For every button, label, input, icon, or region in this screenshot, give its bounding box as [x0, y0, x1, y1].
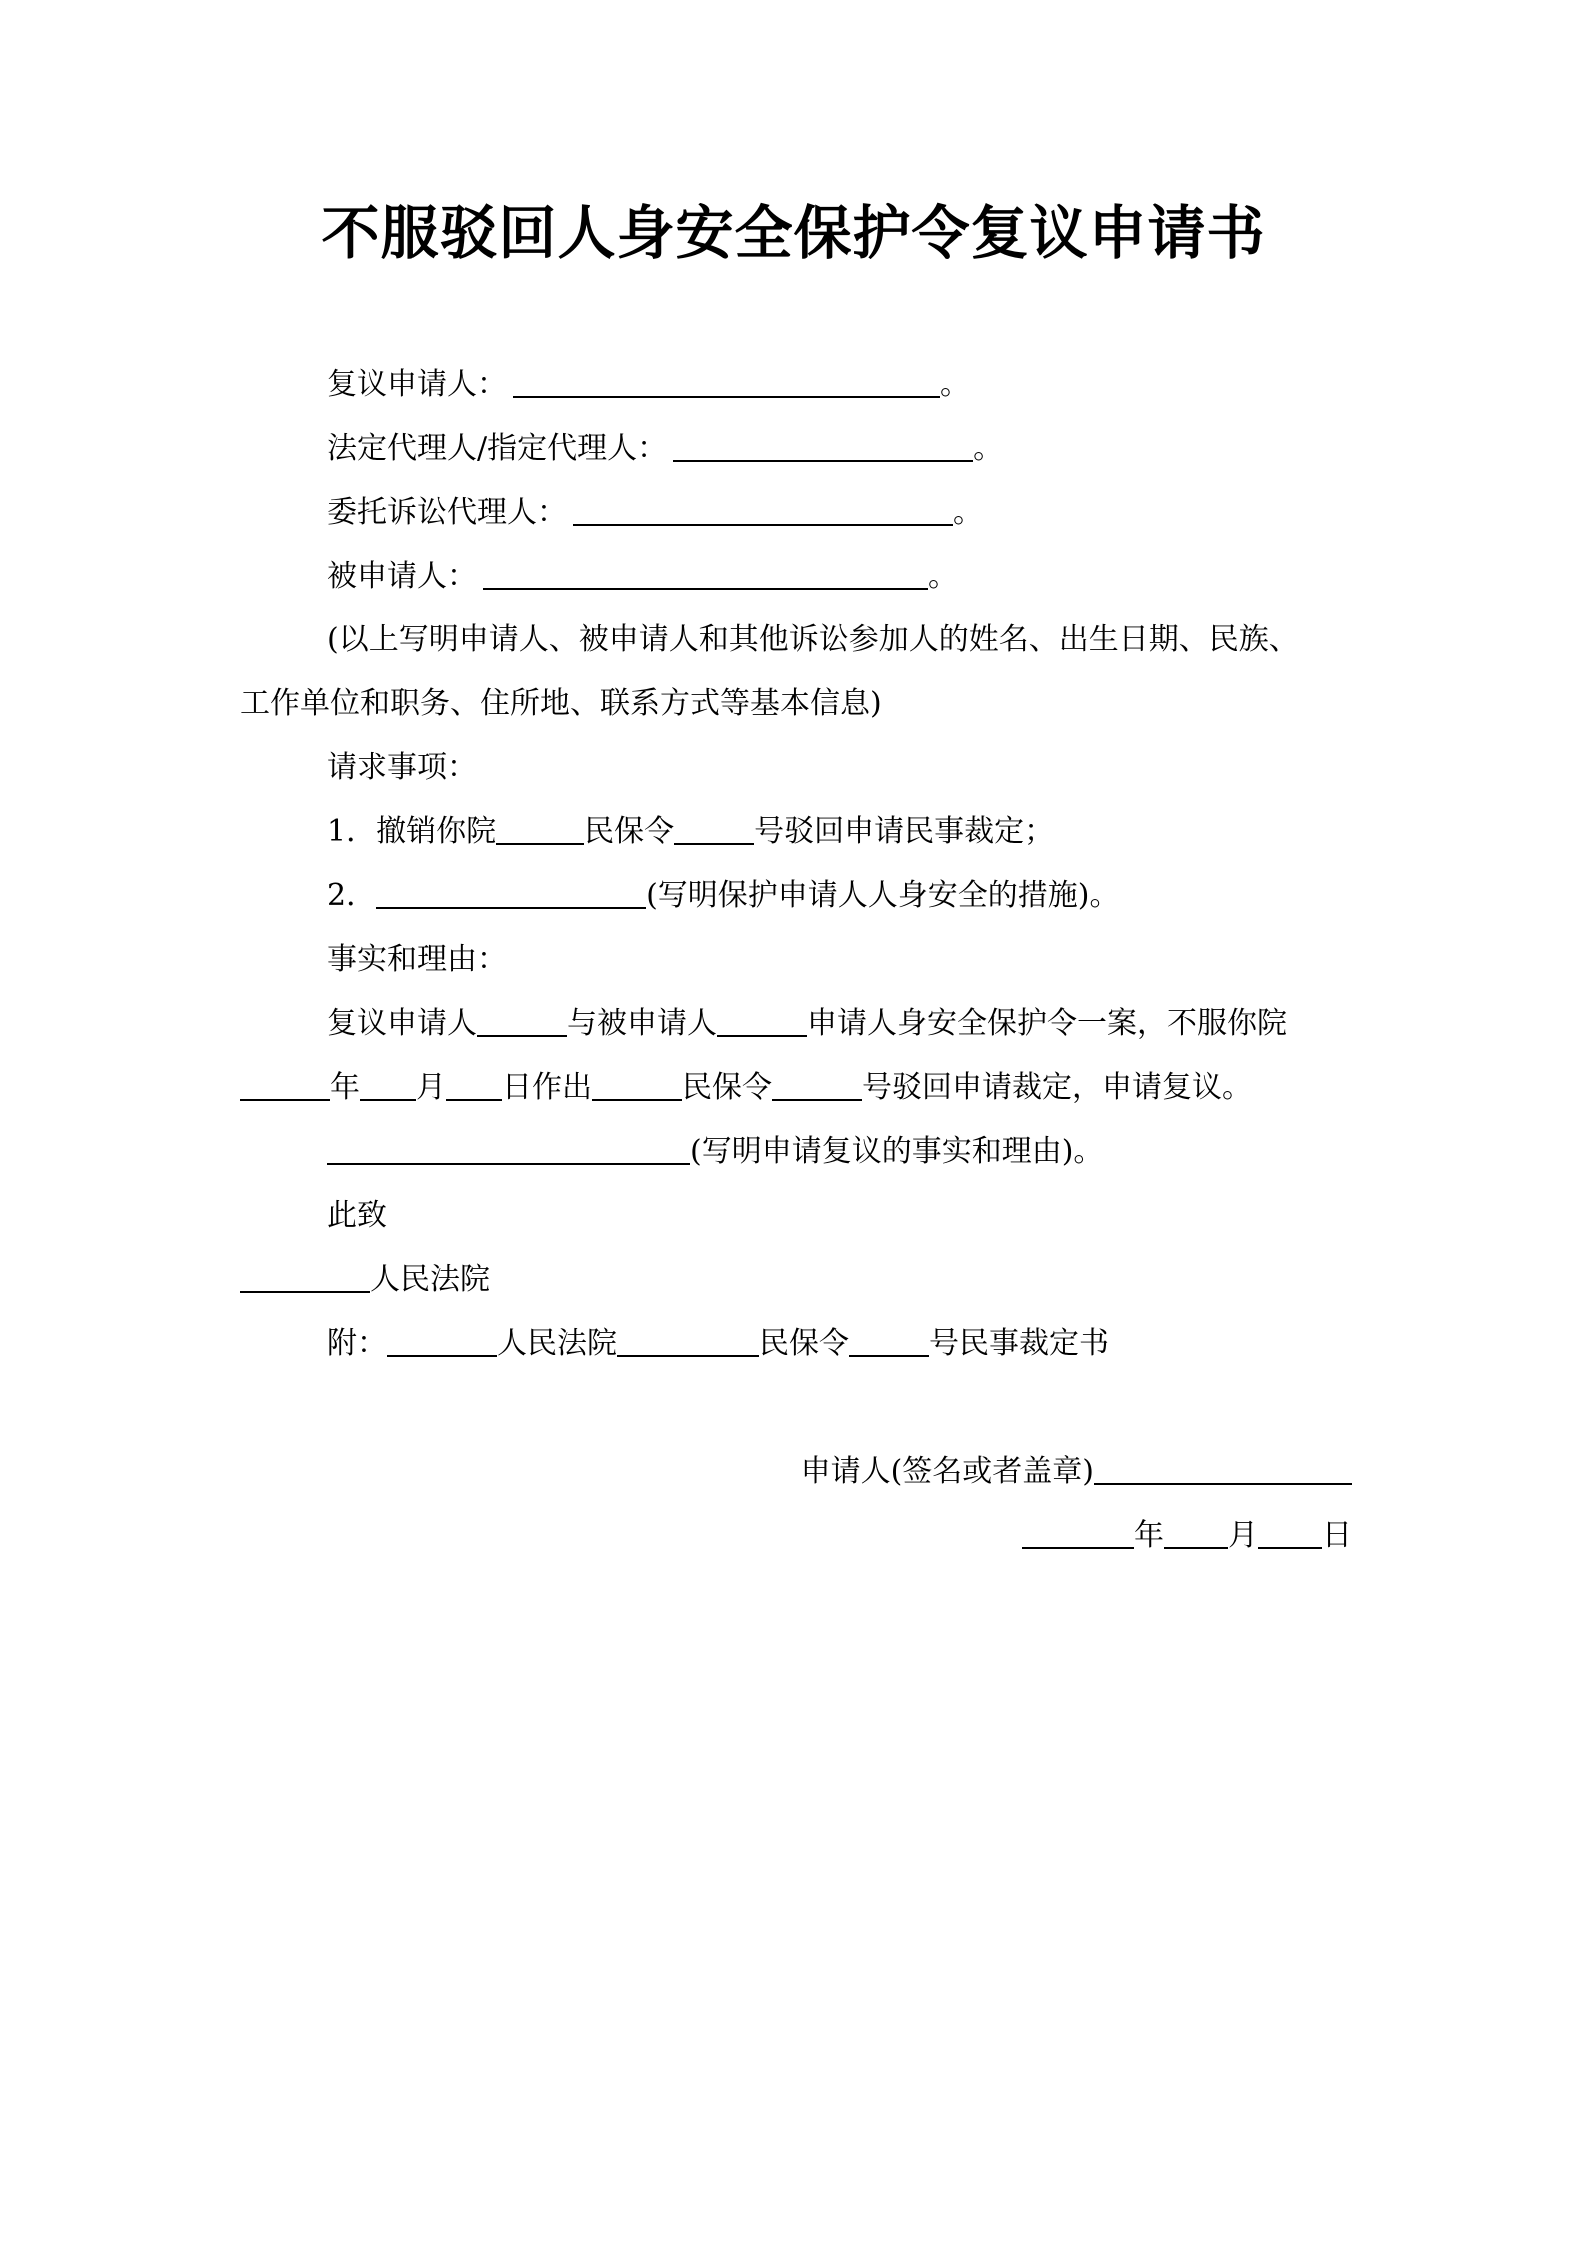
period: 。: [928, 559, 958, 594]
court-year-blank[interactable]: [496, 813, 584, 845]
closing: 此致: [327, 1198, 387, 1233]
legal-agent-blank[interactable]: [673, 430, 973, 462]
attachment-year-blank[interactable]: [617, 1325, 759, 1357]
signature-blank[interactable]: [1094, 1453, 1352, 1485]
respondent-name-blank[interactable]: [717, 1005, 807, 1037]
applicant-blank[interactable]: [513, 366, 940, 398]
ruling-day-blank[interactable]: [446, 1069, 502, 1101]
period: 。: [953, 495, 983, 530]
party-label: 委托诉讼代理人：: [327, 495, 567, 530]
party-label: 法定代理人/指定代理人：: [327, 431, 668, 466]
attachment-text: 民保令: [759, 1326, 849, 1361]
facts-text: 号驳回申请裁定，申请复议。: [862, 1070, 1252, 1105]
attachment-number-blank[interactable]: [849, 1325, 929, 1357]
facts-text: 日作出: [502, 1070, 592, 1105]
attachment-text: 号民事裁定书: [929, 1326, 1109, 1361]
party-respondent: [240, 557, 1352, 597]
protection-measures-blank[interactable]: [376, 877, 646, 909]
facts-line-3: [240, 1132, 1352, 1172]
facts-heading: 事实和理由：: [327, 942, 507, 977]
request-text: 号驳回申请民事裁定；: [754, 814, 1055, 849]
document-title: 不服驳回人身安全保护令复议申请书: [321, 199, 1266, 267]
request-text: (写明保护申请人人身安全的措施)。: [646, 878, 1120, 913]
attachment: [240, 1324, 1352, 1364]
facts-text: 民保令: [682, 1070, 772, 1105]
date-line: [240, 1516, 1352, 1556]
facts-text: 复议申请人: [327, 1006, 477, 1041]
date-month-blank[interactable]: [1164, 1517, 1228, 1549]
info-note-line-2: 工作单位和职务、住所地、联系方式等基本信息): [240, 686, 882, 721]
facts-line-1: [240, 1004, 1352, 1044]
facts-text: 年: [330, 1070, 360, 1105]
party-litigation-agent: [240, 493, 1352, 533]
attachment-label: 附：: [327, 1326, 387, 1361]
attachment-court-blank[interactable]: [387, 1325, 497, 1357]
period: 。: [940, 367, 970, 402]
request-text: 2．: [327, 878, 377, 913]
request-text: 1．撤销你院: [327, 814, 497, 849]
date-text: 日: [1322, 1518, 1352, 1553]
facts-reasons-blank[interactable]: [327, 1133, 690, 1165]
court-label: 人民法院: [370, 1262, 490, 1297]
party-legal-agent: [240, 429, 1352, 469]
ruling-year-blank[interactable]: [240, 1069, 330, 1101]
facts-text: 申请人身安全保护令一案，不服你院: [807, 1006, 1287, 1041]
date-text: 年: [1134, 1518, 1164, 1553]
ruling-case-year-blank[interactable]: [592, 1069, 682, 1101]
date-day-blank[interactable]: [1258, 1517, 1322, 1549]
date-text: 月: [1228, 1518, 1258, 1553]
request-text: 民保令: [584, 814, 675, 849]
ruling-month-blank[interactable]: [360, 1069, 416, 1101]
signature-label: 申请人(签名或者盖章): [800, 1454, 1094, 1489]
attachment-text: 人民法院: [497, 1326, 617, 1361]
request-item-2: [240, 876, 1352, 916]
facts-text: 与被申请人: [567, 1006, 717, 1041]
court-name-blank[interactable]: [240, 1261, 370, 1293]
requests-heading: 请求事项：: [327, 750, 477, 785]
date-year-blank[interactable]: [1022, 1517, 1134, 1549]
applicant-name-blank[interactable]: [477, 1005, 567, 1037]
facts-text: (写明申请复议的事实和理由)。: [690, 1134, 1104, 1169]
order-number-blank[interactable]: [674, 813, 754, 845]
litigation-agent-blank[interactable]: [573, 494, 953, 526]
party-applicant: [240, 365, 1352, 405]
facts-text: 月: [416, 1070, 446, 1105]
respondent-blank[interactable]: [483, 558, 928, 590]
ruling-number-blank[interactable]: [772, 1069, 862, 1101]
party-label: 被申请人：: [327, 559, 477, 594]
facts-line-2: [240, 1068, 1352, 1108]
request-item-1: [240, 812, 1352, 852]
period: 。: [973, 431, 1004, 466]
party-label: 复议申请人：: [327, 367, 507, 402]
signature-line: [240, 1452, 1352, 1492]
info-note-line-1: (以上写明申请人、被申请人和其他诉讼参加人的姓名、出生日期、民族、: [327, 622, 1299, 657]
court-addressee: [240, 1260, 1352, 1300]
